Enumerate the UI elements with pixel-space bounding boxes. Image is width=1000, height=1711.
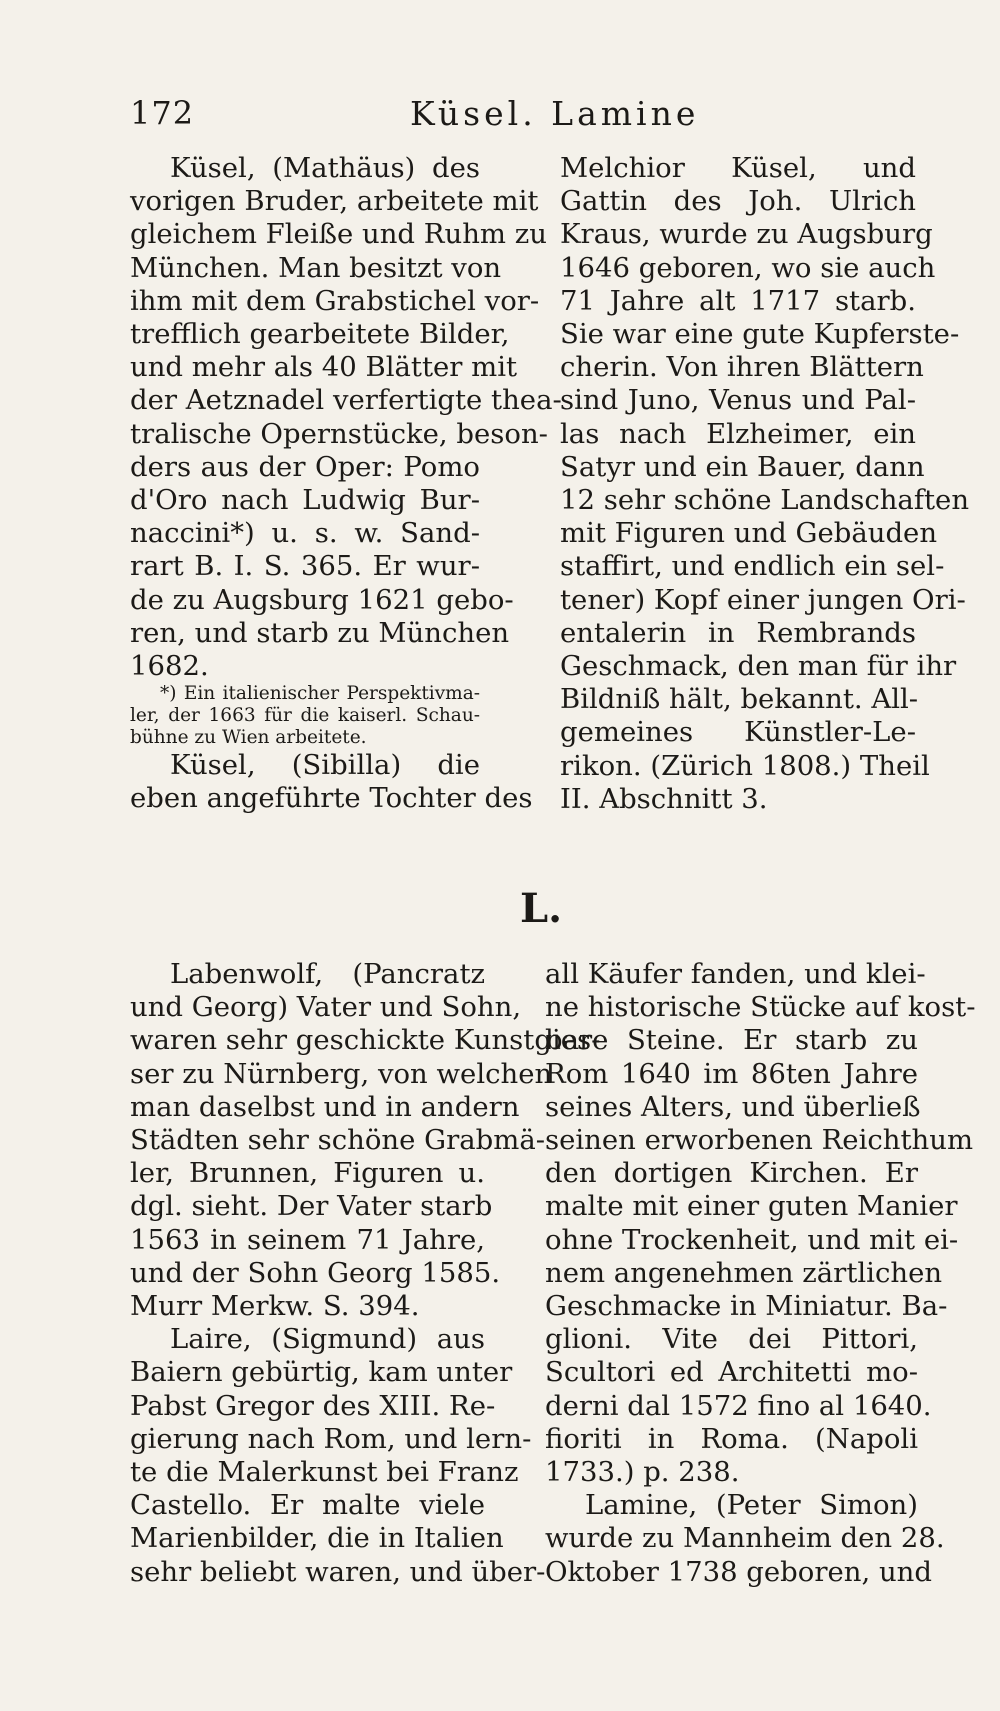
text-line: den dortigen Kirchen. Er (545, 1157, 918, 1190)
text-line: cherin. Von ihren Blättern (560, 351, 924, 384)
text-line: Kraus, wurde zu Augsburg (560, 218, 933, 251)
text-line: staffirt, und endlich ein sel- (560, 550, 945, 583)
text-line: seines Alters, und überließ (545, 1090, 921, 1123)
text-line: und mehr als 40 Blätter mit (130, 351, 518, 384)
text-line: Laire, (Sigmund) aus (170, 1323, 485, 1356)
text-line: waren sehr geschickte Kunstgies- (130, 1024, 601, 1057)
text-line: Marienbilder, die in Italien (130, 1522, 504, 1555)
footnote-line: ler, der 1663 für die kaiserl. Schau- (130, 705, 480, 727)
text-line: Küsel, (Sibilla) die (170, 749, 480, 782)
text-column-bottom-right (545, 958, 976, 1589)
text-line: 12 sehr schöne Landschaften (560, 484, 970, 517)
text-line: Satyr und ein Bauer, dann (560, 450, 925, 483)
text-line: eben angeführte Tochter des (130, 782, 533, 815)
text-line: 71 Jahre alt 1717 starb. (560, 284, 916, 317)
text-line: ren, und starb zu München (130, 616, 510, 649)
text-column-bottom-left (130, 958, 601, 1589)
text-line: dgl. sieht. Der Vater starb (130, 1190, 493, 1223)
footnote-line: *) Ein italienischer Perspektivma- (160, 683, 480, 705)
text-line: naccini*) u. s. w. Sand- (130, 517, 480, 550)
text-column-top-left (130, 152, 562, 816)
text-line: Lamine, (Peter Simon) (585, 1489, 918, 1522)
text-line: Sie war eine gute Kupferste- (560, 318, 960, 351)
text-line: sehr beliebt waren, und über- (130, 1555, 546, 1588)
text-line: bare Steine. Er starb zu (545, 1024, 918, 1057)
text-line: Rom 1640 im 86ten Jahre (545, 1057, 918, 1090)
text-line: ihm mit dem Grabstichel vor- (130, 284, 540, 317)
text-line: Oktober 1738 geboren, und (545, 1555, 932, 1588)
text-line: Bildniß hält, bekannt. All- (560, 683, 919, 716)
text-line: man daselbst und in andern (130, 1090, 520, 1123)
text-line: de zu Augsburg 1621 gebo- (130, 583, 514, 616)
text-line: II. Abschnitt 3. (560, 782, 768, 815)
text-line: d'Oro nach Ludwig Bur- (130, 484, 480, 517)
text-line: 1646 geboren, wo sie auch (560, 251, 936, 284)
text-line: ne historische Stücke auf kost- (545, 991, 976, 1024)
page-number: 172 (130, 94, 195, 132)
text-line: nem angenehmen zärtlichen (545, 1256, 943, 1289)
text-line: rikon. (Zürich 1808.) Theil (560, 749, 930, 782)
text-line: und der Sohn Georg 1585. (130, 1256, 501, 1289)
text-line: Städten sehr schöne Grabmä- (130, 1124, 546, 1157)
text-line: 1682. (130, 650, 209, 683)
text-line: tener) Kopf einer jungen Ori- (560, 583, 966, 616)
text-line: Labenwolf, (Pancratz (170, 958, 485, 990)
text-column-top-right (560, 152, 970, 816)
text-line: ser zu Nürnberg, von welchen (130, 1057, 553, 1090)
text-line: Geschmack, den man für ihr (560, 650, 957, 683)
text-line: mit Figuren und Gebäuden (560, 517, 938, 550)
text-line: seinen erworbenen Reichthum (545, 1124, 974, 1157)
text-line: Pabst Gregor des XIII. Re- (130, 1389, 496, 1422)
text-line: trefflich gearbeitete Bilder, (130, 318, 510, 351)
text-line: gleichem Fleiße und Ruhm zu (130, 218, 547, 251)
text-line: Murr Merkw. S. 394. (130, 1290, 420, 1323)
text-line: Scultori ed Architetti mo- (545, 1356, 918, 1389)
text-line: rart B. I. S. 365. Er wur- (130, 550, 480, 583)
text-line: vorigen Bruder, arbeitete mit (130, 185, 539, 218)
text-line: derni dal 1572 fino al 1640. (545, 1389, 932, 1422)
text-line: Melchior Küsel, und (560, 152, 916, 184)
text-line: las nach Elzheimer, ein (560, 417, 916, 450)
footnote-line: bühne zu Wien arbeitete. (130, 727, 367, 749)
text-line: glioni. Vite dei Pittori, (545, 1323, 918, 1356)
text-line: der Aetznadel verfertigte thea- (130, 384, 562, 417)
text-line: Gattin des Joh. Ulrich (560, 185, 916, 218)
text-line: Castello. Er malte viele (130, 1489, 485, 1522)
page-header (130, 94, 870, 144)
text-line: 1733.) p. 238. (545, 1456, 740, 1489)
text-line: entalerin in Rembrands (560, 616, 916, 649)
text-line: all Käufer fanden, und klei- (545, 958, 926, 990)
text-line: ders aus der Oper: Pomo (130, 450, 480, 483)
text-line: München. Man besitzt von (130, 251, 502, 284)
text-line: te die Malerkunst bei Franz (130, 1456, 519, 1489)
text-line: gemeines Künstler-Le- (560, 716, 916, 749)
text-line: Geschmacke in Miniatur. Ba- (545, 1290, 948, 1323)
text-line: malte mit einer guten Manier (545, 1190, 958, 1223)
text-line: Küsel, (Mathäus) des (170, 152, 480, 184)
text-line: und Georg) Vater und Sohn, (130, 991, 522, 1024)
text-line: 1563 in seinem 71 Jahre, (130, 1223, 485, 1256)
text-line: ohne Trockenheit, und mit ei- (545, 1223, 959, 1256)
text-line: ler, Brunnen, Figuren u. (130, 1157, 485, 1190)
text-line: wurde zu Mannheim den 28. (545, 1522, 945, 1555)
section-letter-heading: L. (520, 885, 563, 932)
text-line: tralische Opernstücke, beson- (130, 417, 548, 450)
text-line: fioriti in Roma. (Napoli (545, 1422, 918, 1455)
text-line: Baiern gebürtig, kam unter (130, 1356, 513, 1389)
text-line: sind Juno, Venus und Pal- (560, 384, 916, 417)
text-line: gierung nach Rom, und lern- (130, 1422, 532, 1455)
running-head: Küsel. Lamine (410, 94, 700, 133)
